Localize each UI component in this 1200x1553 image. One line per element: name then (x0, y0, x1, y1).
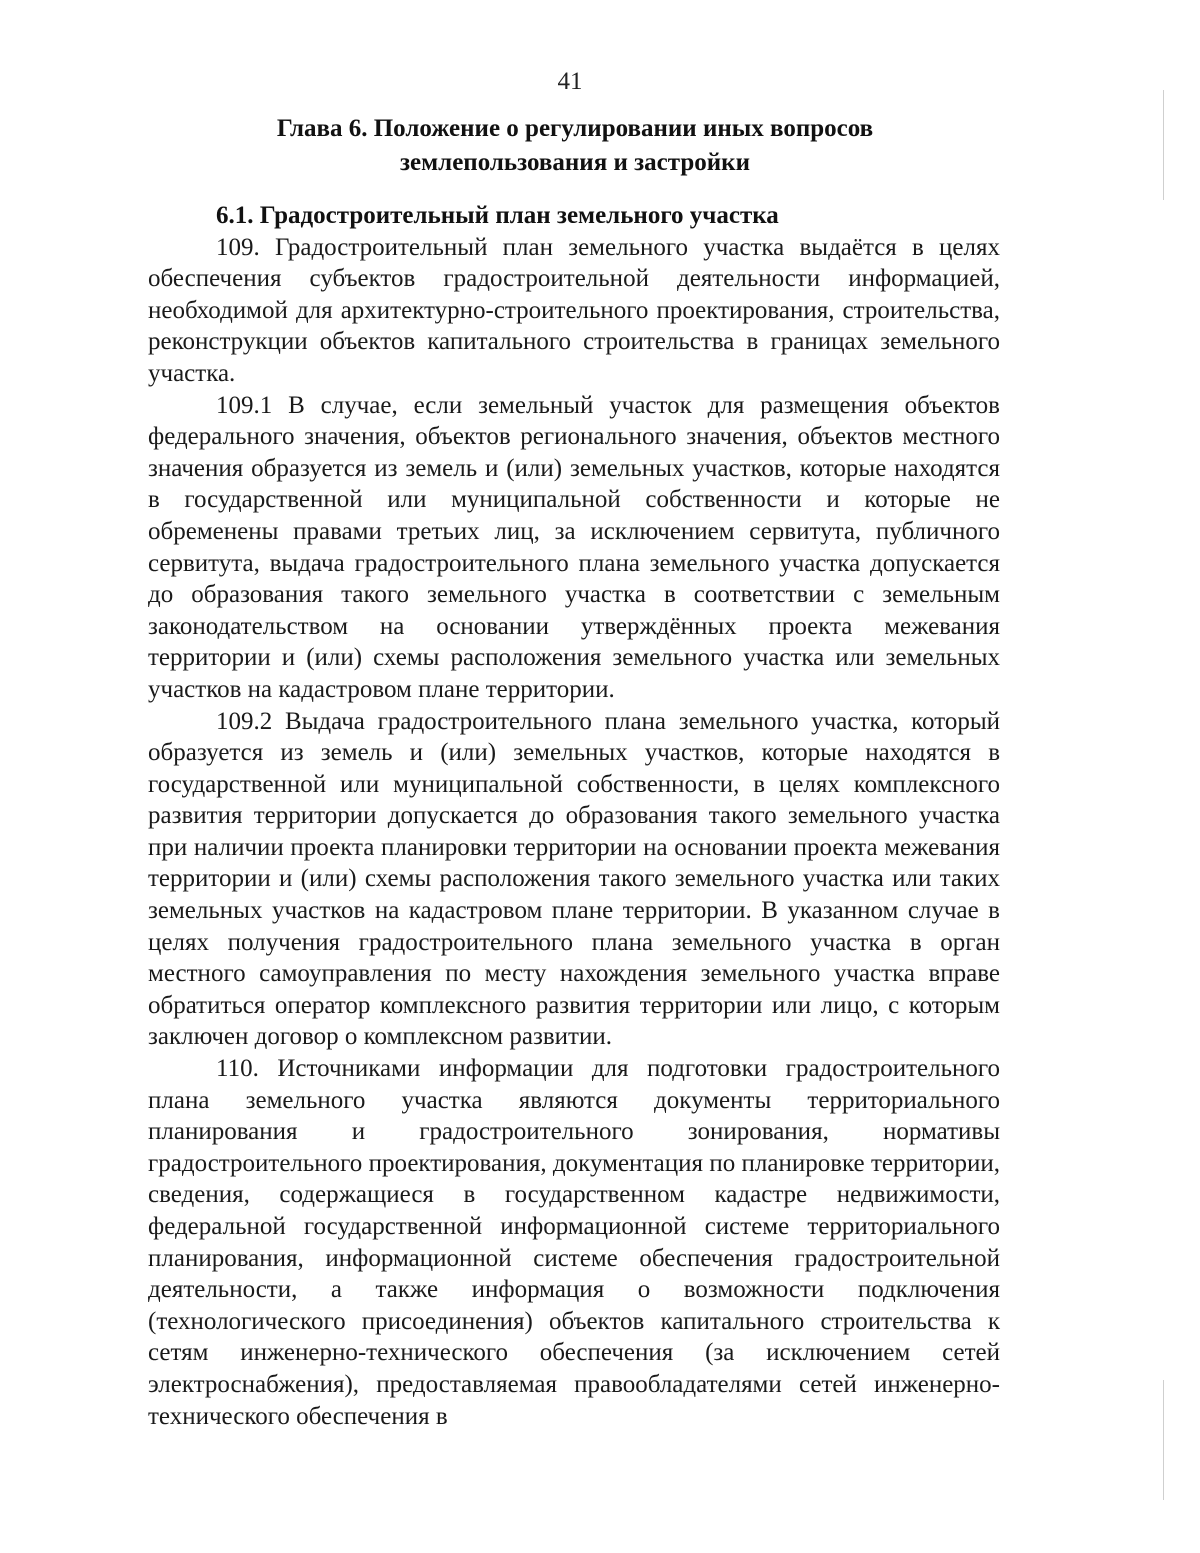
chapter-title-line-1: Глава 6. Положение о регулировании иных вопросов (276, 115, 874, 142)
paragraph-110: 110. Источниками информации для подготовки градостроительного плана земельного участка являются документы территориального планирования и градостроительного зонирования, нормативы градостроительного проектирования, документация по планировке территории, сведения, содержащиеся в государственном кадастре недвижимости, федеральной государственной информационной системе территориального планирования, информационной системе обеспечения градостроительной деятельности, а также информация о возможности подключения (технологического присоединения) объектов капитального строительства к сетям инженерно-технического обеспечения (за исключением сетей электроснабжения), предоставляемая правообладателями сетей инженерно-технического обеспечения в (148, 1055, 1000, 1430)
paragraph-109-2: 109.2 Выдача градостроительного плана земельного участка, который образуется из земель и (или) земельных участков, которые находятся в государственной или муниципальной собственности, в целях комплексного развития территории допускается до образования такого земельного участка при наличии проекта планировки территории на основании проекта межевания территории и (или) схемы расположения такого земельного участка или таких земельных участков на кадастровом плане территории. В указанном случае в целях получения градостроительного плана земельного участка в орган местного самоуправления по месту нахождения земельного участка вправе обратиться оператор комплексного развития территории или лицо, с которым заключен договор о комплексном развитии. (148, 707, 1000, 1051)
paragraph-109: 109. Градостроительный план земельного участка выдаётся в целях обеспечения субъектов градостроительной деятельности информацией, необходимой для архитектурно-строительного проектирования, строительства, реконструкции объектов капитального строительства в границах земельного участка. (148, 233, 1000, 387)
chapter-title-line-2: землепользования и застройки (400, 149, 750, 176)
chapter-title (150, 112, 1000, 180)
section-title: 6.1. Градостроительный план земельного участка (216, 202, 779, 229)
page-number: 41 (557, 68, 583, 95)
scan-edge-mark (1163, 1380, 1164, 1500)
paragraph-109-1: 109.1 В случае, если земельный участок для размещения объектов федерального значения, объектов регионального значения, объектов местного значения образуется из земель и (или) земельных участков, которые находятся в государственной или муниципальной собственности и которые не обременены правами третьих лиц, за исключением сервитута, публичного сервитута, выдача градостроительного плана земельного участка допускается до образования такого земельного участка в соответствии с земельным законодательством на основании утверждённых проекта межевания территории и (или) схемы расположения земельного участка или земельных участков на кадастровом плане территории. (148, 391, 1000, 703)
document-body (148, 200, 1000, 1432)
scan-edge-mark (1163, 90, 1164, 200)
